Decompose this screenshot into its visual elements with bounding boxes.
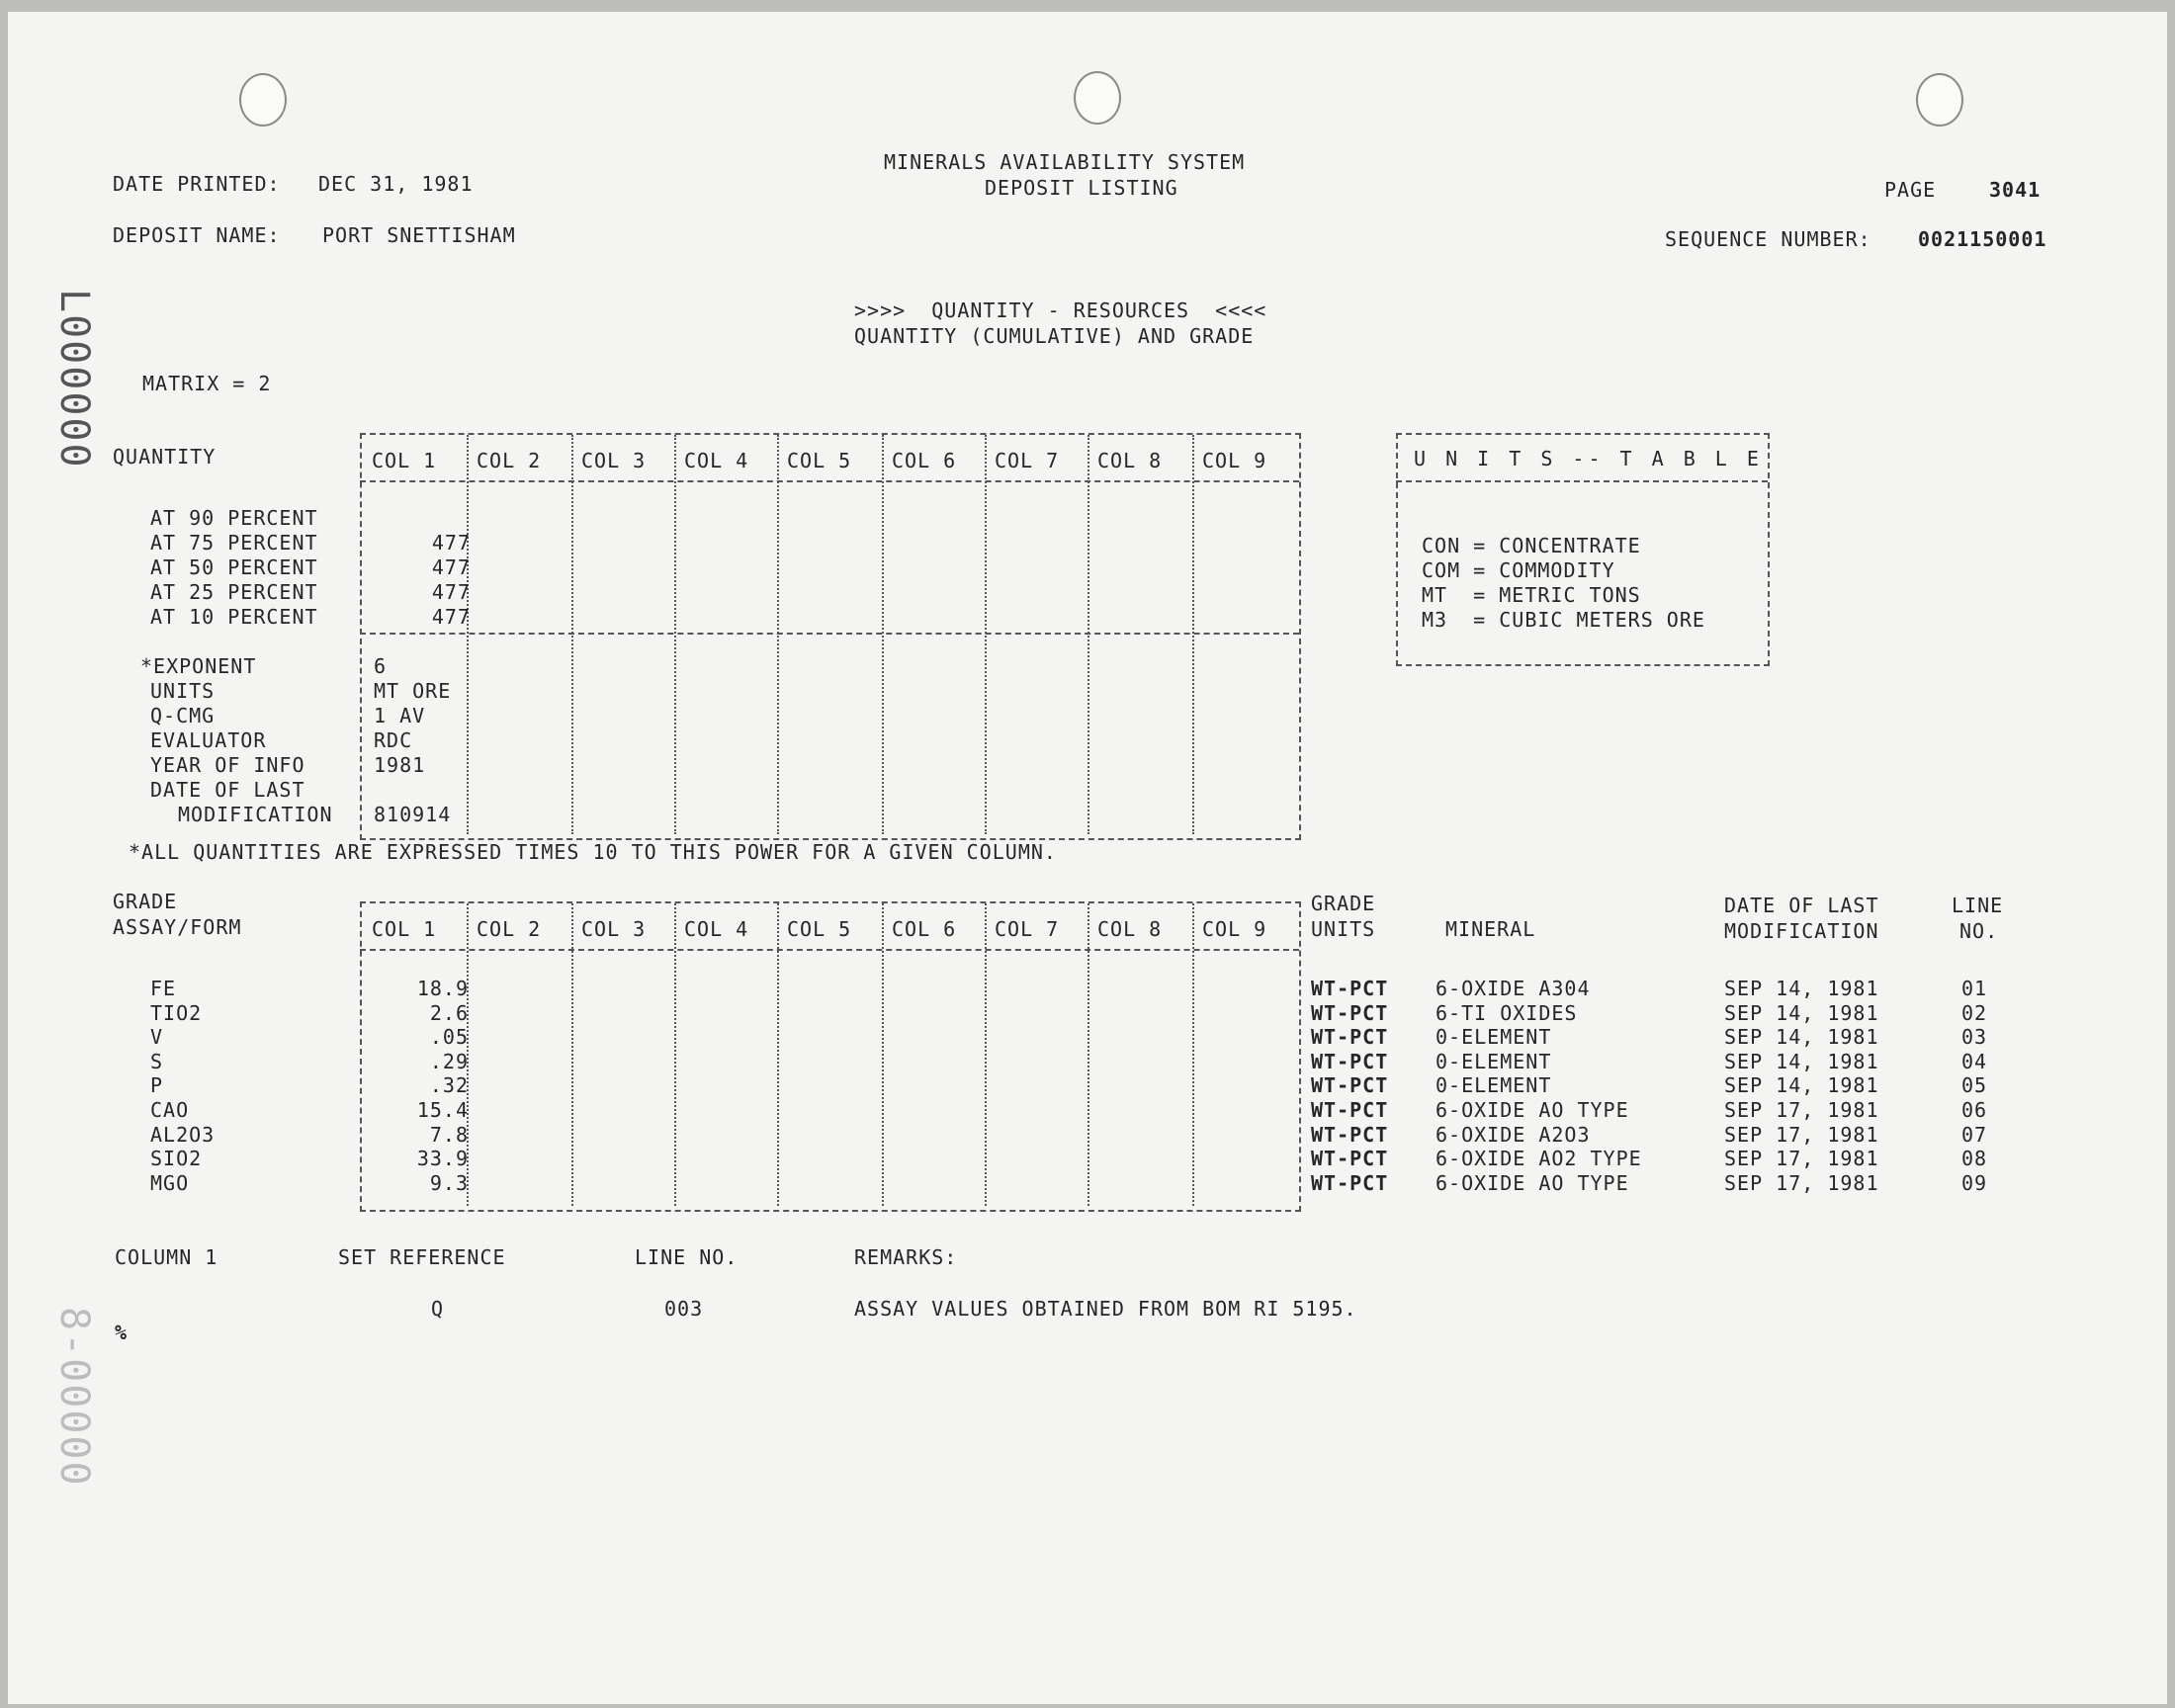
- grade-line-no: 02: [1961, 1000, 1988, 1025]
- grade-mineral: 0-ELEMENT: [1436, 1025, 1552, 1050]
- grade-header-col-2: COL 2: [477, 917, 542, 941]
- grade-header-units: UNITS: [1311, 917, 1376, 941]
- grade-header-col-9: COL 9: [1202, 917, 1267, 941]
- page-label: PAGE: [1884, 178, 1937, 202]
- quantity-row-label: QUANTITY: [113, 445, 217, 469]
- quantity-percent-label: AT 75 PERCENT: [150, 531, 318, 555]
- quantity-info-col1: RDC: [374, 728, 413, 752]
- page-number: 3041: [1989, 178, 2042, 202]
- quantity-info-col1: MT ORE: [374, 679, 452, 703]
- quantity-header-col-9: COL 9: [1202, 449, 1267, 472]
- quantity-header-col-3: COL 3: [581, 449, 647, 472]
- quantity-info-label: DATE OF LAST: [150, 778, 305, 802]
- units-entry: COM = COMMODITY: [1422, 558, 1615, 582]
- grade-col1: 18.9: [416, 977, 469, 1000]
- grade-date: SEP 17, 1981: [1724, 1147, 1879, 1171]
- grade-col1: 33.9: [416, 1147, 469, 1171]
- grade-divider-8: [1192, 903, 1194, 1206]
- grade-col1: .05: [429, 1025, 469, 1050]
- quantity-info-label: Q-CMG: [150, 704, 216, 727]
- side-number-bottom: 8-00000: [51, 1307, 97, 1488]
- listing-title: DEPOSIT LISTING: [985, 176, 1178, 200]
- quantity-divider-7: [1088, 435, 1089, 834]
- quantity-divider-4: [777, 435, 779, 834]
- deposit-name: PORT SNETTISHAM: [322, 223, 516, 247]
- quantity-percent-label: AT 90 PERCENT: [150, 506, 318, 530]
- grade-line-no: 07: [1961, 1122, 1988, 1147]
- quantity-header-col-8: COL 8: [1097, 449, 1163, 472]
- grade-date: SEP 14, 1981: [1724, 977, 1879, 1000]
- grade-assay: CAO: [150, 1098, 190, 1122]
- grade-date: SEP 14, 1981: [1724, 1049, 1879, 1073]
- grade-col1: 2.6: [429, 1000, 469, 1025]
- grade-header-date-line2: MODIFICATION: [1724, 919, 1879, 943]
- quantity-divider-8: [1192, 435, 1194, 834]
- quantity-info-col1: 1 AV: [374, 704, 426, 727]
- grade-label-line1: GRADE: [113, 890, 178, 913]
- reference-line-label: LINE NO.: [635, 1245, 739, 1269]
- deposit-name-label: DEPOSIT NAME:: [113, 223, 281, 247]
- grade-header-col-4: COL 4: [684, 917, 749, 941]
- grade-header-col-6: COL 6: [892, 917, 957, 941]
- quantity-divider-3: [674, 435, 676, 834]
- grade-col1: 9.3: [429, 1170, 469, 1195]
- grade-date: SEP 14, 1981: [1724, 1000, 1879, 1025]
- grade-mineral: 6-OXIDE A304: [1436, 977, 1591, 1000]
- quantity-percent-label: AT 10 PERCENT: [150, 605, 318, 629]
- quantity-percent-label: AT 50 PERCENT: [150, 555, 318, 579]
- quantity-percent-label: AT 25 PERCENT: [150, 580, 318, 604]
- reference-line-value: 003: [664, 1297, 704, 1321]
- grade-assay: TIO2: [150, 1000, 203, 1025]
- grade-assay: MGO: [150, 1170, 190, 1195]
- quantity-info-separator: [360, 633, 1299, 635]
- grade-assay: SIO2: [150, 1147, 203, 1171]
- grade-header-grade: GRADE: [1311, 892, 1376, 915]
- grade-units: WT-PCT: [1311, 1025, 1389, 1050]
- grade-divider-2: [571, 903, 573, 1206]
- grade-assay: AL2O3: [150, 1122, 216, 1147]
- system-title: MINERALS AVAILABILITY SYSTEM: [884, 150, 1246, 174]
- grade-line-no: 06: [1961, 1098, 1988, 1122]
- grade-units: WT-PCT: [1311, 1098, 1389, 1122]
- grade-divider-7: [1088, 903, 1089, 1206]
- grade-header-col-5: COL 5: [787, 917, 852, 941]
- units-entry: MT = METRIC TONS: [1422, 583, 1641, 607]
- grade-assay: V: [150, 1025, 164, 1050]
- grade-units: WT-PCT: [1311, 1122, 1389, 1147]
- quantity-header-separator: [360, 480, 1299, 482]
- sequence-number: 0021150001: [1918, 227, 2047, 251]
- grade-date: SEP 17, 1981: [1724, 1170, 1879, 1195]
- quantity-percent-col1: 477: [431, 531, 471, 555]
- grade-mineral: 6-OXIDE A2O3: [1436, 1122, 1591, 1147]
- quantity-divider-5: [882, 435, 884, 834]
- quantity-percent-col1: 477: [431, 605, 471, 629]
- quantity-info-label: *EXPONENT: [140, 654, 257, 678]
- date-printed-label: DATE PRINTED:: [113, 172, 281, 196]
- quantity-info-label: UNITS: [150, 679, 216, 703]
- quantity-header-col-2: COL 2: [477, 449, 542, 472]
- reference-remarks-value: ASSAY VALUES OBTAINED FROM BOM RI 5195.: [854, 1297, 1357, 1321]
- grade-mineral: 6-OXIDE AO TYPE: [1436, 1170, 1629, 1195]
- quantity-header-col-7: COL 7: [995, 449, 1060, 472]
- grade-line-no: 03: [1961, 1025, 1988, 1050]
- quantity-header-col-1: COL 1: [372, 449, 437, 472]
- grade-assay: P: [150, 1073, 164, 1098]
- quantity-percent-col1: 477: [431, 555, 471, 579]
- matrix-label: MATRIX = 2: [142, 372, 272, 395]
- grade-header-col-7: COL 7: [995, 917, 1060, 941]
- grade-divider-5: [882, 903, 884, 1206]
- grade-line-no: 08: [1961, 1147, 1988, 1171]
- grade-date: SEP 17, 1981: [1724, 1122, 1879, 1147]
- grade-units: WT-PCT: [1311, 1000, 1389, 1025]
- quantity-header-col-6: COL 6: [892, 449, 957, 472]
- grade-header-mineral: MINERAL: [1445, 917, 1536, 941]
- quantity-divider-1: [467, 435, 469, 834]
- quantity-info-col1: 1981: [374, 753, 426, 777]
- grade-header-col-1: COL 1: [372, 917, 437, 941]
- quantity-info-label: EVALUATOR: [150, 728, 267, 752]
- grade-units: WT-PCT: [1311, 1049, 1389, 1073]
- section-title: >>>> QUANTITY - RESOURCES <<<<: [854, 299, 1267, 322]
- grade-col1: .32: [429, 1073, 469, 1098]
- grade-assay: FE: [150, 977, 177, 1000]
- binder-hole-right: [1916, 73, 1963, 127]
- binder-hole-left: [239, 73, 287, 127]
- quantity-percent-col1: 477: [431, 580, 471, 604]
- quantity-info-label: YEAR OF INFO: [150, 753, 305, 777]
- quantity-footnote: *ALL QUANTITIES ARE EXPRESSED TIMES 10 TO THIS POWER FOR A GIVEN COLUMN.: [129, 840, 1057, 864]
- grade-header-col-3: COL 3: [581, 917, 647, 941]
- grade-header-line-line1: LINE: [1952, 894, 2004, 917]
- quantity-info-col1: 6: [374, 654, 388, 678]
- grade-units: WT-PCT: [1311, 977, 1389, 1000]
- grade-line-no: 01: [1961, 977, 1988, 1000]
- grade-date: SEP 14, 1981: [1724, 1025, 1879, 1050]
- grade-header-separator: [360, 949, 1299, 951]
- reference-set-value: Q: [431, 1297, 445, 1321]
- units-header-separator: [1396, 480, 1768, 482]
- sequence-label: SEQUENCE NUMBER:: [1665, 227, 1871, 251]
- grade-mineral: 6-OXIDE AO2 TYPE: [1436, 1147, 1642, 1171]
- grade-mineral: 6-TI OXIDES: [1436, 1000, 1578, 1025]
- quantity-divider-6: [985, 435, 987, 834]
- grade-assay: S: [150, 1049, 164, 1073]
- grade-date: SEP 14, 1981: [1724, 1073, 1879, 1098]
- grade-divider-3: [674, 903, 676, 1206]
- grade-col1: 15.4: [416, 1098, 469, 1122]
- units-entry: M3 = CUBIC METERS ORE: [1422, 608, 1705, 632]
- deposit-listing-page: [8, 12, 2167, 1704]
- quantity-divider-2: [571, 435, 573, 834]
- grade-header-line-line2: NO.: [1959, 919, 1999, 943]
- section-subtitle: QUANTITY (CUMULATIVE) AND GRADE: [854, 324, 1255, 348]
- binder-hole-center: [1074, 71, 1121, 125]
- grade-units: WT-PCT: [1311, 1073, 1389, 1098]
- grade-line-no: 09: [1961, 1170, 1988, 1195]
- quantity-table-frame: [360, 433, 1301, 840]
- reference-column-label: COLUMN 1: [115, 1245, 218, 1269]
- grade-mineral: 0-ELEMENT: [1436, 1073, 1552, 1098]
- grade-line-no: 04: [1961, 1049, 1988, 1073]
- percent-mark: %: [115, 1321, 129, 1344]
- grade-date: SEP 17, 1981: [1724, 1098, 1879, 1122]
- side-number-top: L000000: [51, 289, 97, 470]
- quantity-info-col1: 810914: [374, 803, 452, 826]
- grade-label-line2: ASSAY/FORM: [113, 915, 242, 939]
- grade-mineral: 0-ELEMENT: [1436, 1049, 1552, 1073]
- units-table-title: U N I T S -- T A B L E: [1414, 447, 1763, 470]
- grade-units: WT-PCT: [1311, 1170, 1389, 1195]
- grade-header-date-line1: DATE OF LAST: [1724, 894, 1879, 917]
- units-entry: CON = CONCENTRATE: [1422, 534, 1641, 557]
- reference-set-label: SET REFERENCE: [338, 1245, 506, 1269]
- grade-header-col-8: COL 8: [1097, 917, 1163, 941]
- grade-mineral: 6-OXIDE AO TYPE: [1436, 1098, 1629, 1122]
- grade-line-no: 05: [1961, 1073, 1988, 1098]
- reference-remarks-label: REMARKS:: [854, 1245, 958, 1269]
- grade-divider-4: [777, 903, 779, 1206]
- quantity-header-col-4: COL 4: [684, 449, 749, 472]
- grade-units: WT-PCT: [1311, 1147, 1389, 1171]
- grade-divider-6: [985, 903, 987, 1206]
- date-printed: DEC 31, 1981: [318, 172, 474, 196]
- grade-col1: .29: [429, 1049, 469, 1073]
- grade-col1: 7.8: [429, 1122, 469, 1147]
- quantity-header-col-5: COL 5: [787, 449, 852, 472]
- quantity-info-label: MODIFICATION: [178, 803, 333, 826]
